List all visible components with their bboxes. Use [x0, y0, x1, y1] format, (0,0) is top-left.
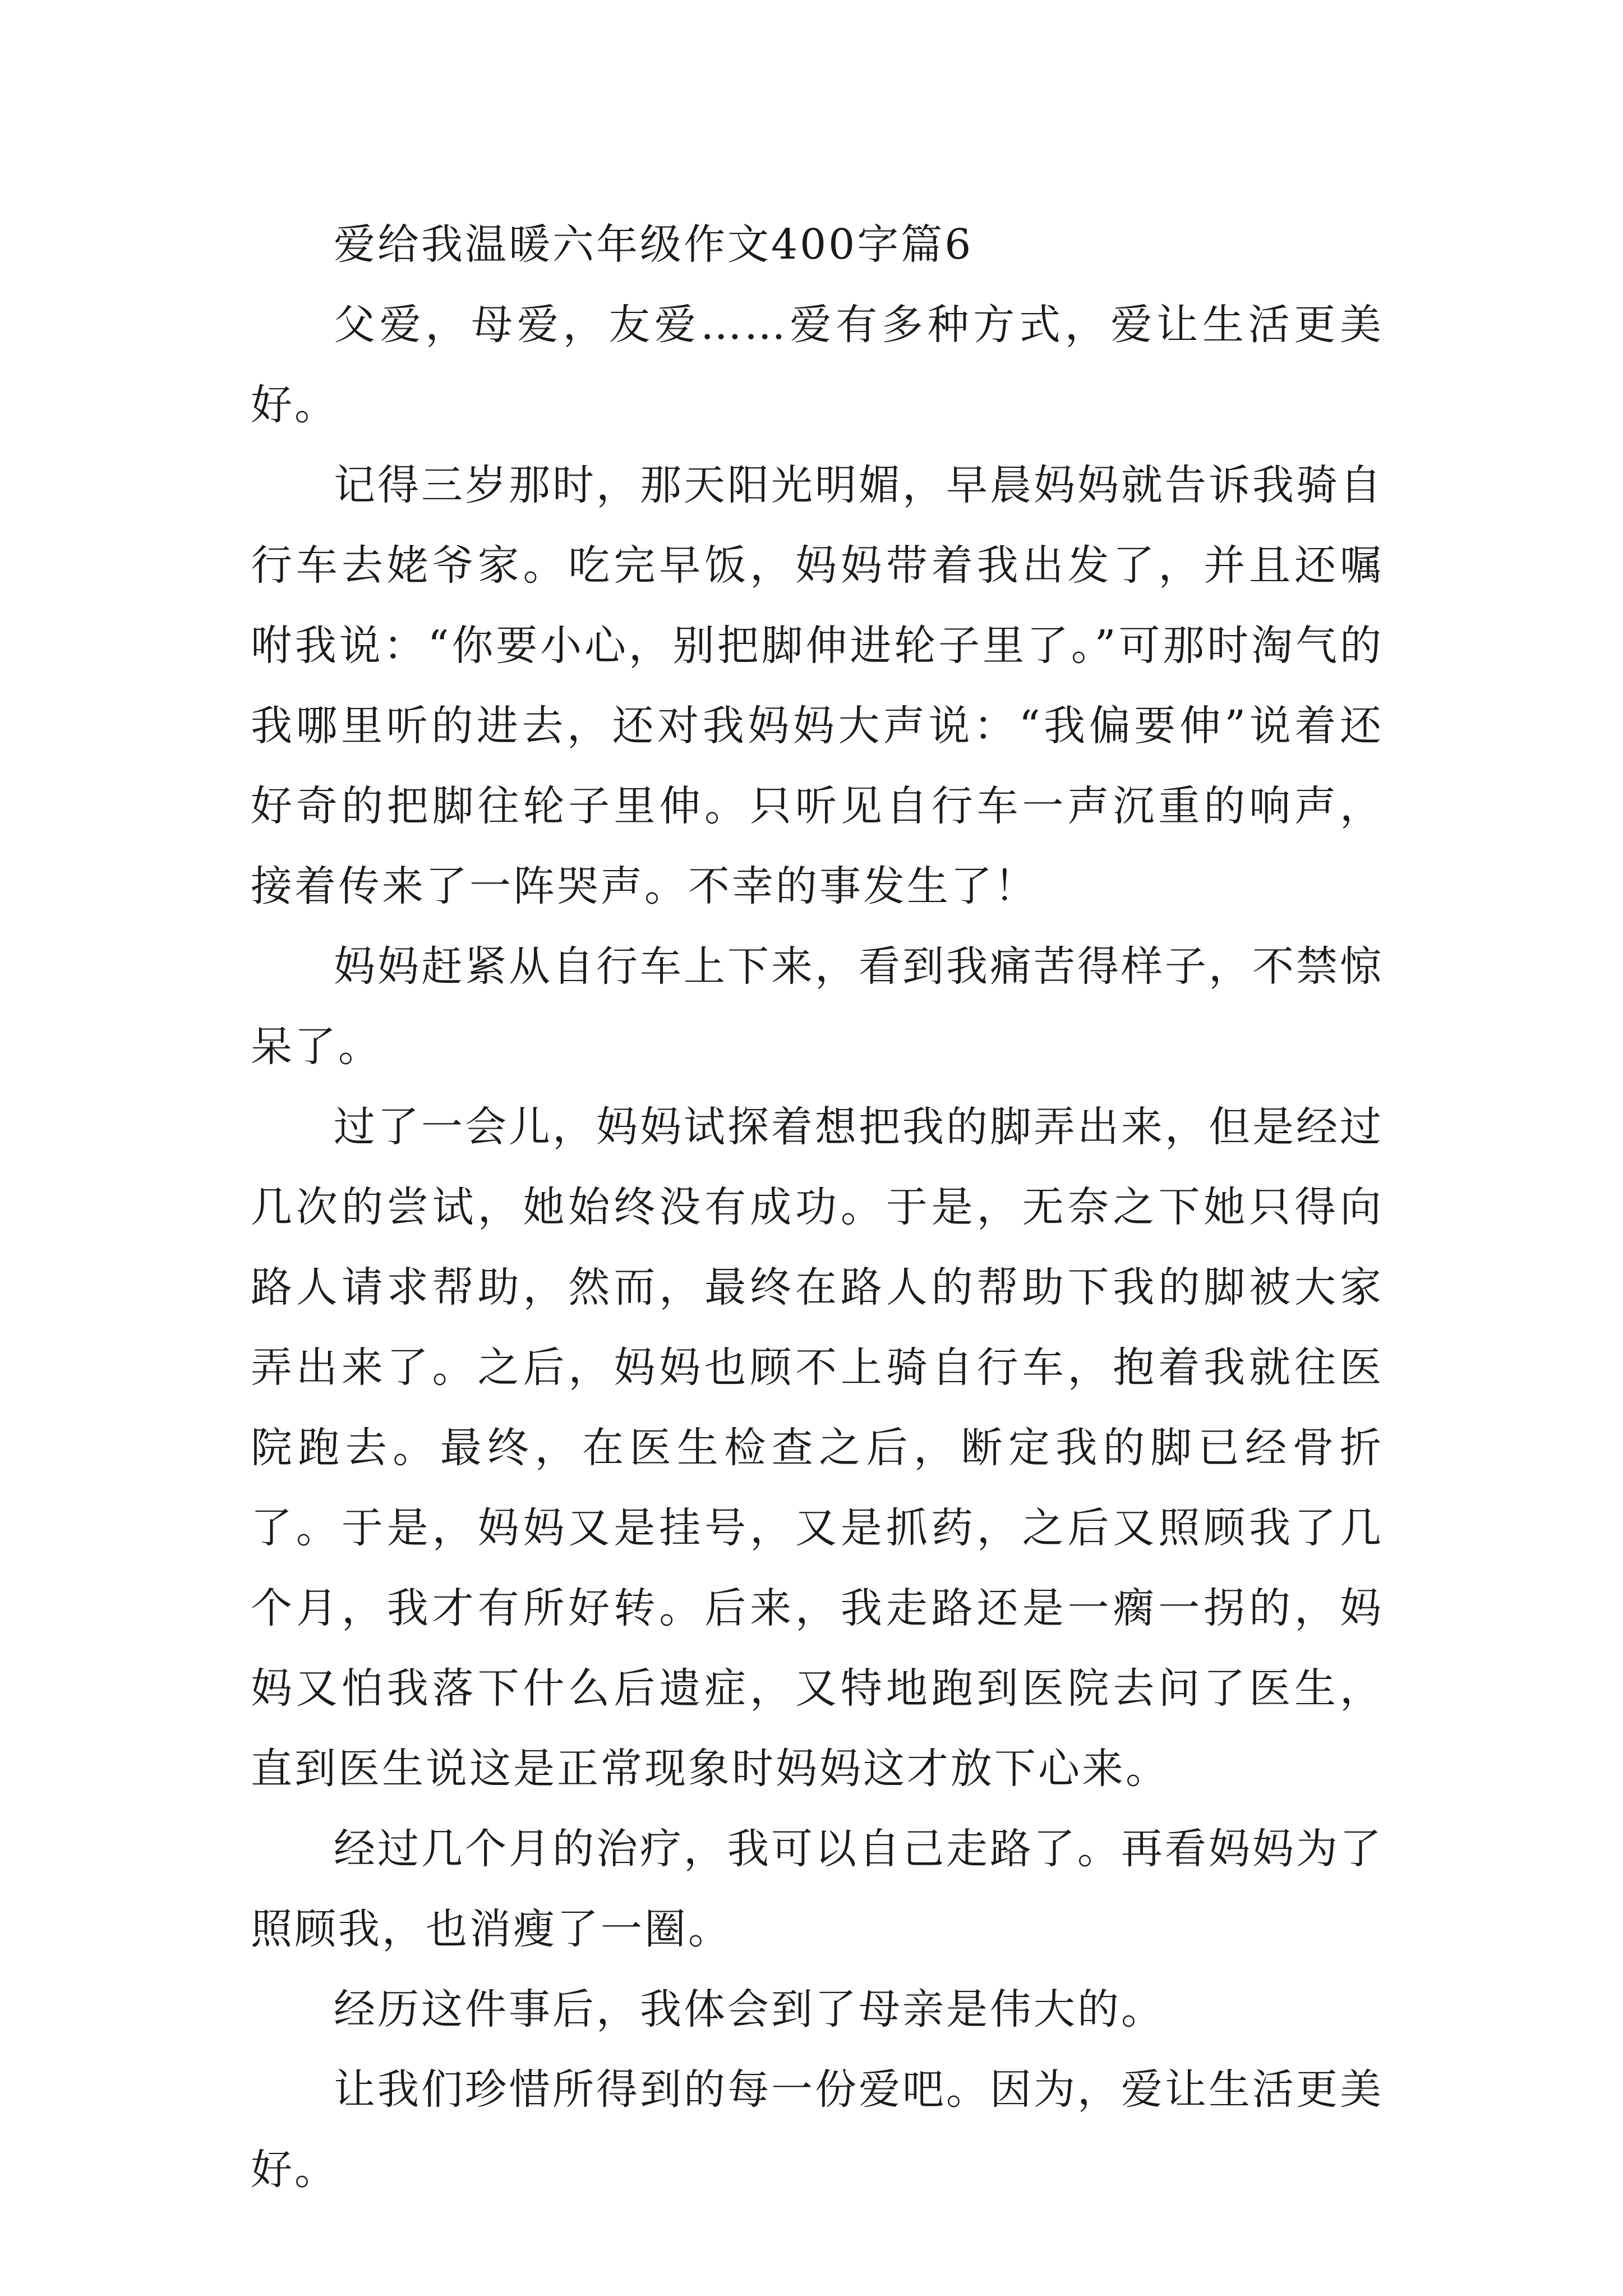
paragraph-1: 父爱，母爱，友爱……爱有多种方式，爱让生活更美好。: [251, 301, 1384, 429]
paragraph-5: 经过几个月的治疗，我可以自己走路了。再看妈妈为了照顾我，也消瘦了一圈。: [251, 1825, 1384, 1953]
paragraph-2: 记得三岁那时，那天阳光明媚，早晨妈妈就告诉我骑自行车去姥爷家。吃完早饭，妈妈带着我出发了，并且还嘱咐我说：“你要小心，别把脚伸进轮子里了。”可那时淘气的我哪里听的进去，还对我妈妈大声说：“我偏要伸”说着还好奇的把脚往轮子里伸。只听见自行车一声沉重的响声，接着传来了一阵哭声。不幸的事发生了！: [251, 461, 1384, 910]
essay-body: [251, 205, 1384, 2210]
paragraph-7: 让我们珍惜所得到的每一份爱吧。因为，爱让生活更美好。: [251, 2065, 1384, 2194]
paragraph-6: 经历这件事后，我体会到了母亲是伟大的。: [334, 1985, 1165, 2033]
paragraph-4: 过了一会儿，妈妈试探着想把我的脚弄出来，但是经过几次的尝试，她始终没有成功。于是，无奈之下她只得向路人请求帮助，然而，最终在路人的帮助下我的脚被大家弄出来了。之后，妈妈也顾不上骑自行车，抱着我就往医院跑去。最终，在医生检查之后，断定我的脚已经骨折了。于是，妈妈又是挂号，又是抓药，之后又照顾我了几个月，我才有所好转。后来，我走路还是一瘸一拐的，妈妈又怕我落下什么后遗症，又特地跑到医院去问了医生，直到医生说这是正常现象时妈妈这才放下心来。: [251, 1103, 1384, 1793]
paragraph-3: 妈妈赶紧从自行车上下来，看到我痛苦得样子，不禁惊呆了。: [251, 942, 1384, 1071]
essay-title: 爱给我温暖六年级作文400字篇6: [334, 220, 974, 269]
